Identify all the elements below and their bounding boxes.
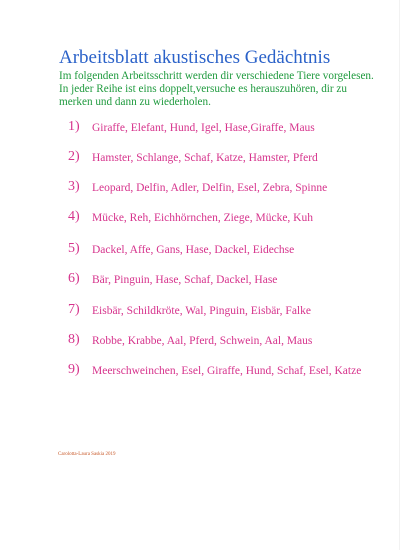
item-animals: Bär, Pinguin, Hase, Schaf, Dackel, Hase: [92, 274, 278, 286]
item-animals: Mücke, Reh, Eichhörnchen, Ziege, Mücke, Kuh: [92, 212, 313, 224]
list-item: [68, 179, 388, 196]
list-item: [68, 332, 388, 349]
item-animals: Leopard, Delfin, Adler, Delfin, Esel, Zebra, Spinne: [92, 182, 328, 194]
item-number: 8): [68, 332, 80, 347]
worksheet-title: Arbeitsblatt akustisches Gedächtnis: [59, 47, 331, 68]
list-item: [68, 149, 388, 166]
item-animals: Giraffe, Elefant, Hund, Igel, Hase,Giraffe, Maus: [92, 122, 315, 134]
item-number: 3): [68, 179, 80, 194]
item-number: 9): [68, 362, 80, 377]
item-animals: Eisbär, Schildkröte, Wal, Pinguin, Eisbär, Falke: [92, 305, 311, 317]
list-item: [68, 302, 388, 319]
list-item: [68, 209, 388, 226]
item-number: 7): [68, 302, 80, 317]
item-animals: Meerschweinchen, Esel, Giraffe, Hund, Schaf, Esel, Katze: [92, 365, 362, 377]
list-item: [68, 271, 388, 288]
instruction-line-2: In jeder Reihe ist eins doppelt,versuche es herauszuhören, dir zu merken und dann zu wiederholen.: [59, 83, 347, 109]
list-item: [68, 241, 388, 258]
instructions: [59, 70, 379, 110]
item-animals: Robbe, Krabbe, Aal, Pferd, Schwein, Aal, Maus: [92, 335, 313, 347]
instruction-line-1: Im folgenden Arbeitsschritt werden dir verschiedene Tiere vorgelesen.: [59, 70, 374, 82]
item-number: 5): [68, 241, 80, 256]
list-item: [68, 362, 388, 379]
item-number: 2): [68, 149, 80, 164]
list-item: [68, 119, 388, 136]
author-credit: Carolotta-Laura Saskia 2019: [58, 452, 116, 457]
item-animals: Dackel, Affe, Gans, Hase, Dackel, Eidechse: [92, 244, 295, 256]
item-number: 1): [68, 119, 80, 134]
item-number: 6): [68, 271, 80, 286]
item-animals: Hamster, Schlange, Schaf, Katze, Hamster, Pferd: [92, 152, 318, 164]
item-number: 4): [68, 209, 80, 224]
